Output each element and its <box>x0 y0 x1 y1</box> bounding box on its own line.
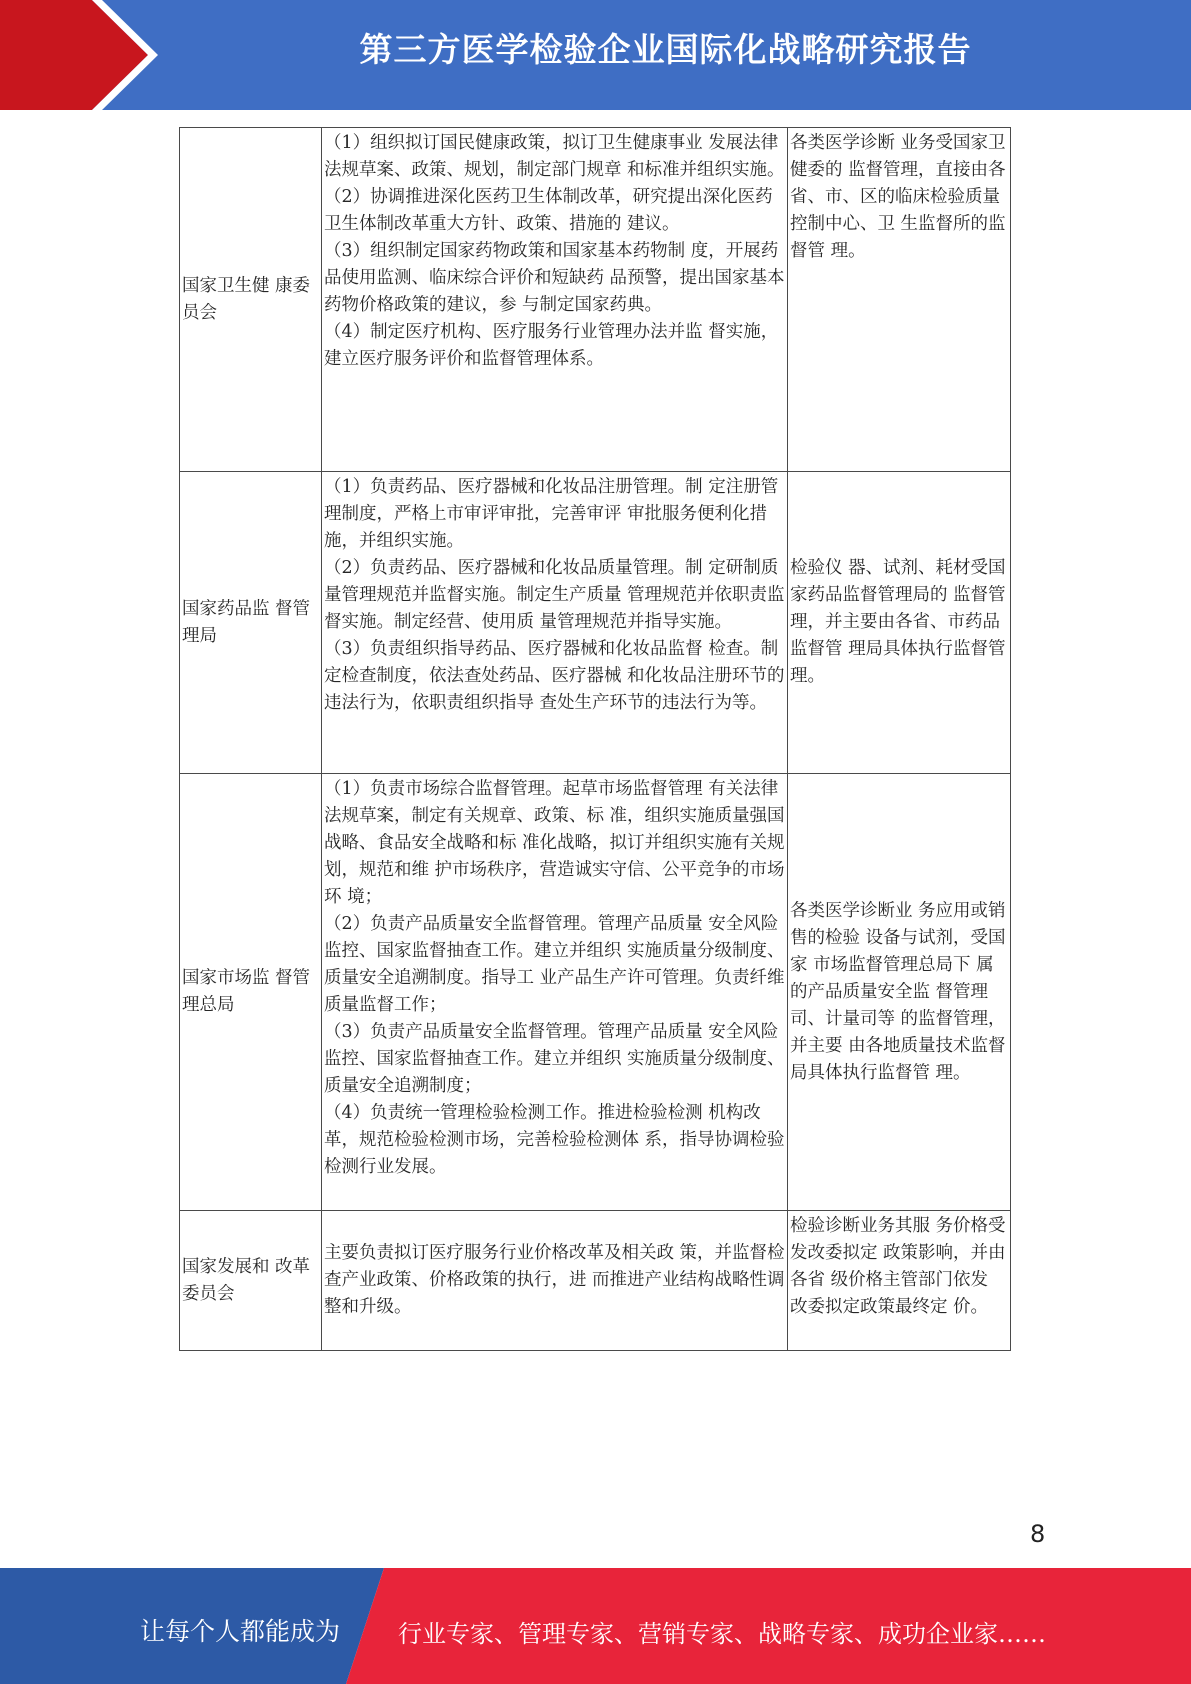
duty-item: （2）负责产品质量安全监督管理。管理产品质量 安全风险监控、国家监督抽查工作。建立并组织 实施质量分级制度、质量安全追溯制度。指导工 业产品生产许可管理。负责纤维质量监督工作； <box>324 914 785 1015</box>
duties-cell <box>322 1211 788 1351</box>
agency-name-cell: 国家发展和 改革委员会 <box>180 1211 322 1351</box>
table-row <box>180 128 1011 472</box>
duty-item: （1）组织拟订国民健康政策，拟订卫生健康事业 发展法律法规草案、政策、规划，制定部门规章 和标准并组织实施。 <box>324 133 785 180</box>
table-row <box>180 472 1011 774</box>
duty-item: （1）负责市场综合监督管理。起草市场监督管理 有关法律法规草案，制定有关规章、政策、标 准，组织实施质量强国战略、食品安全战略和标 准化战略，拟订并组织实施有关规划，规范和维 护市场秩序，营造诚实守信、公平竞争的市场环 境； <box>324 779 785 907</box>
agency-name-cell: 国家市场监 督管理总局 <box>180 774 322 1211</box>
report-title: 第三方医学检验企业国际化战略研究报告 <box>359 30 972 69</box>
agency-name-cell: 国家药品监 督管理局 <box>180 472 322 774</box>
duty-item: （4）制定医疗机构、医疗服务行业管理办法并监 督实施，建立医疗服务评价和监督管理体系。 <box>324 322 779 369</box>
regulation-note-cell: 各类医学诊断 业务受国家卫健委的 监督管理，直接由各 省、市、区的临床检验质量控制中心、卫 生监督所的监督管 理。 <box>788 128 1011 472</box>
page-footer <box>0 1568 1191 1684</box>
table-row <box>180 774 1011 1211</box>
duties-cell <box>322 128 788 472</box>
duties-cell <box>322 472 788 774</box>
page-header <box>0 0 1191 110</box>
regulation-note-cell: 各类医学诊断业 务应用或销售的检验 设备与试剂，受国家 市场监督管理总局下 属的产品质量安全监 督管理司、计量司等 的监督管理，并主要 由各地质量技术监督局具体执行监督管 理。 <box>788 774 1011 1211</box>
agency-name-cell: 国家卫生健 康委员会 <box>180 128 322 472</box>
footer-slogan-left: 让每个人都能成为 <box>140 1617 341 1646</box>
footer-slogan-right: 行业专家、管理专家、营销专家、战略专家、成功企业家…… <box>398 1620 1046 1648</box>
duty-item: （3）负责组织指导药品、医疗器械和化妆品监督 检查。制定检查制度，依法查处药品、医疗器械 和化妆品注册环节的违法行为，依职责组织指导 查处生产环节的违法行为等。 <box>324 639 785 713</box>
regulation-note-cell: 检验诊断业务其服 务价格受发改委拟定 政策影响，并由各省 级价格主管部门依发 改委拟定政策最终定 价。 <box>788 1211 1011 1351</box>
duty-item: （1）负责药品、医疗器械和化妆品注册管理。制 定注册管理制度，严格上市审评审批，完善审评 审批服务便利化措施，并组织实施。 <box>324 477 779 551</box>
header-arrow-graphic <box>0 0 160 110</box>
duty-item: （3）组织制定国家药物政策和国家基本药物制 度，开展药品使用监测、临床综合评价和短缺药 品预警，提出国家基本药物价格政策的建议，参 与制定国家药典。 <box>324 241 785 315</box>
duty-item: （2）协调推进深化医药卫生体制改革，研究提出深化医药卫生体制改革重大方针、政策、措施的 建议。 <box>324 187 773 234</box>
regulation-note-cell: 检验仪 器、试剂、耗材受国 家药品监督管理局的 监督管理，并主要由各省、市药品监督管 理局具体执行监督管 理。 <box>788 472 1011 774</box>
duty-item: （3）负责产品质量安全监督管理。管理产品质量 安全风险监控、国家监督抽查工作。建立并组织 实施质量分级制度、质量安全追溯制度； <box>324 1022 785 1096</box>
table-row <box>180 1211 1011 1351</box>
duty-item: （2）负责药品、医疗器械和化妆品质量管理。制 定研制质量管理规范并监督实施。制定生产质量 管理规范并依职责监督实施。制定经营、使用质 量管理规范并指导实施。 <box>324 558 785 632</box>
regulatory-table <box>179 127 1011 1351</box>
duty-item: 主要负责拟订医疗服务行业价格改革及相关政 策，并监督检查产业政策、价格政策的执行，进 而推进产业结构战略性调整和升级。 <box>324 1243 785 1317</box>
page-number: 8 <box>1030 1520 1046 1548</box>
duties-cell <box>322 774 788 1211</box>
duty-item: （4）负责统一管理检验检测工作。推进检验检测 机构改革，规范检验检测市场，完善检验检测体 系，指导协调检验检测行业发展。 <box>324 1103 785 1177</box>
